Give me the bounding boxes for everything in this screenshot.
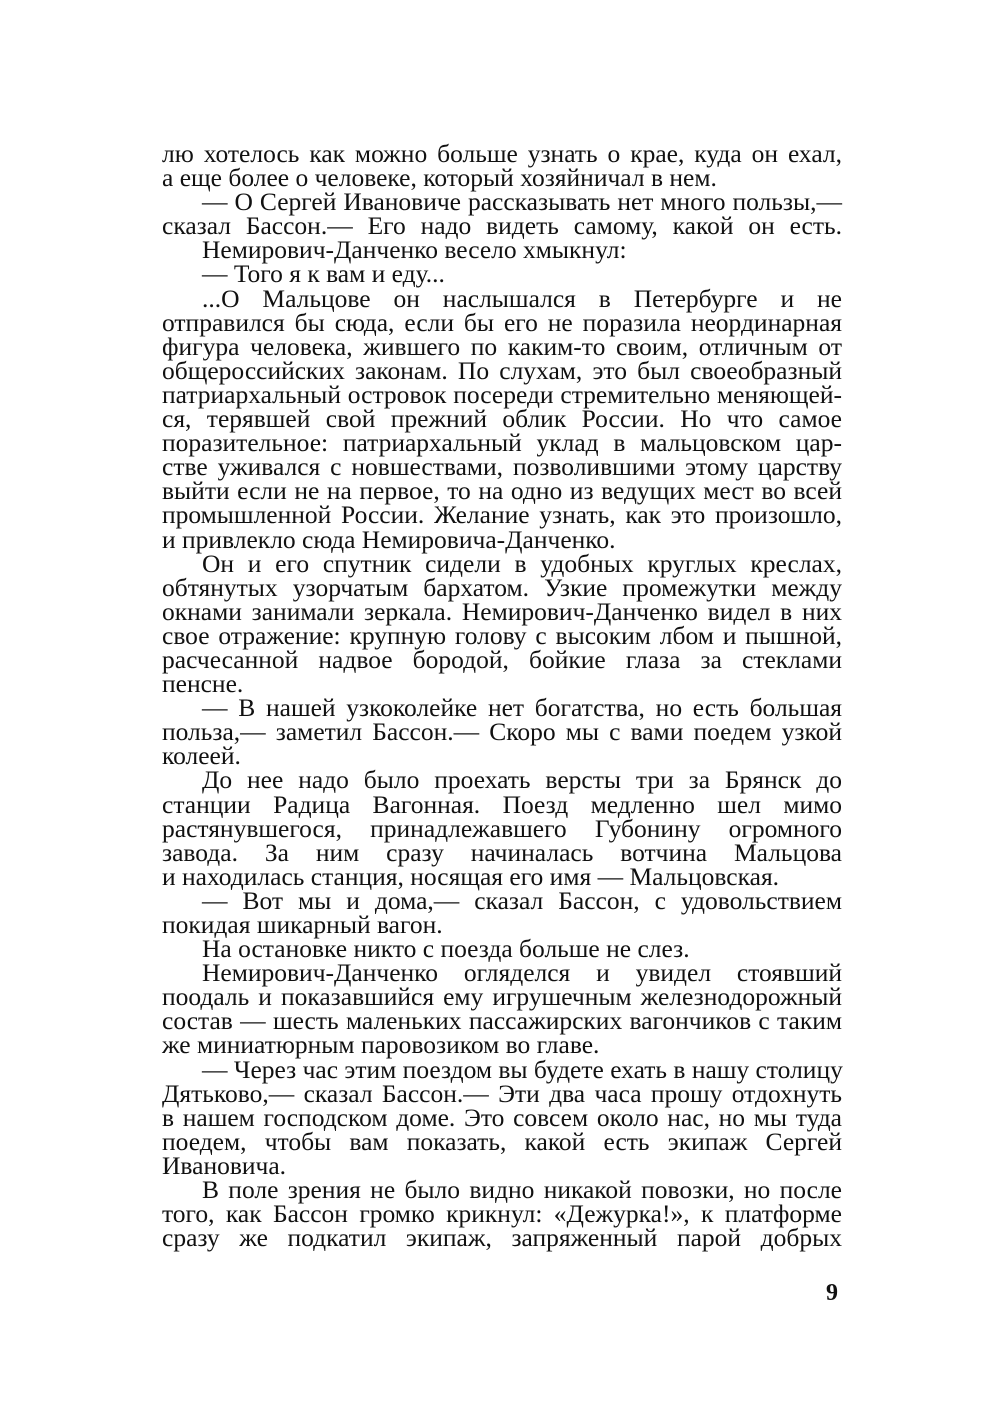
text-line: — Вот мы и дома,— сказал Бассон, с удовольствием — [202, 885, 842, 915]
text-line: патриархальный островок посереди стремительно меняющей- — [162, 379, 842, 409]
text-line: сразу же подкатил экипаж, запряженный парой добрых — [162, 1223, 842, 1253]
body-text — [162, 139, 843, 1253]
text-line: свое отражение: крупную голову с высоким лбом и пышной, — [162, 620, 842, 650]
text-line: На остановке никто с поезда больше не слез. — [202, 934, 690, 964]
text-line: — О Сергей Ивановиче рассказывать нет много пользы,— — [202, 187, 842, 217]
text-line: поодаль и показавшийся ему игрушечным железнодорожный — [162, 982, 842, 1012]
text-line: окнами занимали зеркала. Немирович-Данченко видел в них — [162, 596, 842, 626]
text-line: — Того я к вам и еду... — [202, 259, 445, 289]
text-line: Немирович-Данченко весело хмыкнул: — [202, 235, 627, 265]
text-line: растянувшегося, принадлежавшего Губонину огромного — [162, 813, 842, 843]
text-line: колеей. — [162, 741, 241, 771]
text-line: пенсне. — [162, 669, 244, 699]
text-line: же миниатюрным паровозиком во главе. — [162, 1030, 600, 1060]
text-line: лю хотелось как можно больше узнать о крае, куда он ехал, — [162, 139, 842, 168]
text-line: — Через час этим поездом вы будете ехать в нашу столицу — [202, 1054, 843, 1084]
text-line: — В нашей узкоколейке нет богатства, но есть большая — [202, 693, 842, 723]
text-line: обтянутых узорчатым бархатом. Узкие промежутки между — [162, 572, 842, 602]
text-line: и находилась станция, носящая его имя — Мальцовская. — [162, 861, 780, 891]
text-line: До нее надо было проехать версты три за Брянск до — [202, 765, 842, 795]
text-line: завода. За ним сразу начиналась вотчина Мальцова — [162, 837, 842, 867]
text-line: В поле зрения не было видно никакой повозки, но после — [202, 1175, 842, 1205]
text-line: ...О Мальцове он наслышался в Петербурге и не — [202, 283, 842, 313]
text-line: выйти если не на первое, то на одно из ведущих мест во всей — [162, 476, 842, 506]
page-number: 9 — [826, 1280, 838, 1306]
text-line: в нашем господском доме. Это совсем около нас, но мы туда — [162, 1102, 842, 1132]
text-line: того, как Бассон громко крикнул: «Дежурка!», к платформе — [162, 1199, 842, 1229]
text-line: поразительное: патриархальный уклад в мальцовском цар- — [162, 428, 842, 458]
text-line: польза,— заметил Бассон.— Скоро мы с вами поедем узкой — [162, 717, 842, 747]
text-line: фигура человека, жившего по каким-то своим, отличным от — [162, 331, 842, 361]
text-line: расчесанной надвое бородой, бойкие глаза за стеклами — [162, 644, 842, 674]
text-line: поедем, чтобы вам показать, какой есть экипаж Сергей — [162, 1126, 842, 1156]
text-line: покидая шикарный вагон. — [162, 910, 443, 939]
text-line: состав — шесть маленьких пассажирских вагончиков с таким — [162, 1006, 842, 1036]
text-line: и привлекло сюда Немировича-Данченко. — [162, 524, 616, 554]
text-line: станции Радица Вагонная. Поезд медленно шел мимо — [162, 789, 842, 819]
text-line: Ивановича. — [162, 1150, 287, 1180]
text-line: ся, терявшей свой прежний облик России. Но что самое — [162, 404, 842, 434]
text-line: Немирович-Данченко огляделся и увидел стоявший — [202, 958, 842, 988]
text-line: отправился бы сюда, если бы его не поразила неординарная — [162, 307, 842, 337]
text-line: стве уживался с новшествами, позволившими этому царству — [162, 452, 842, 482]
text-line: Он и его спутник сидели в удобных круглых креслах, — [202, 548, 842, 578]
text-line: Дятьково,— сказал Бассон.— Эти два часа прошу отдохнуть — [162, 1078, 842, 1108]
text-line: промышленной России. Желание узнать, как это произошло, — [162, 500, 842, 530]
text-line: общероссийских законам. По слухам, это был своеобразный — [162, 355, 842, 385]
text-line: а еще более о человеке, который хозяйничал в нем. — [162, 163, 717, 193]
text-line: сказал Бассон.— Его надо видеть самому, какой он есть. — [162, 211, 842, 241]
